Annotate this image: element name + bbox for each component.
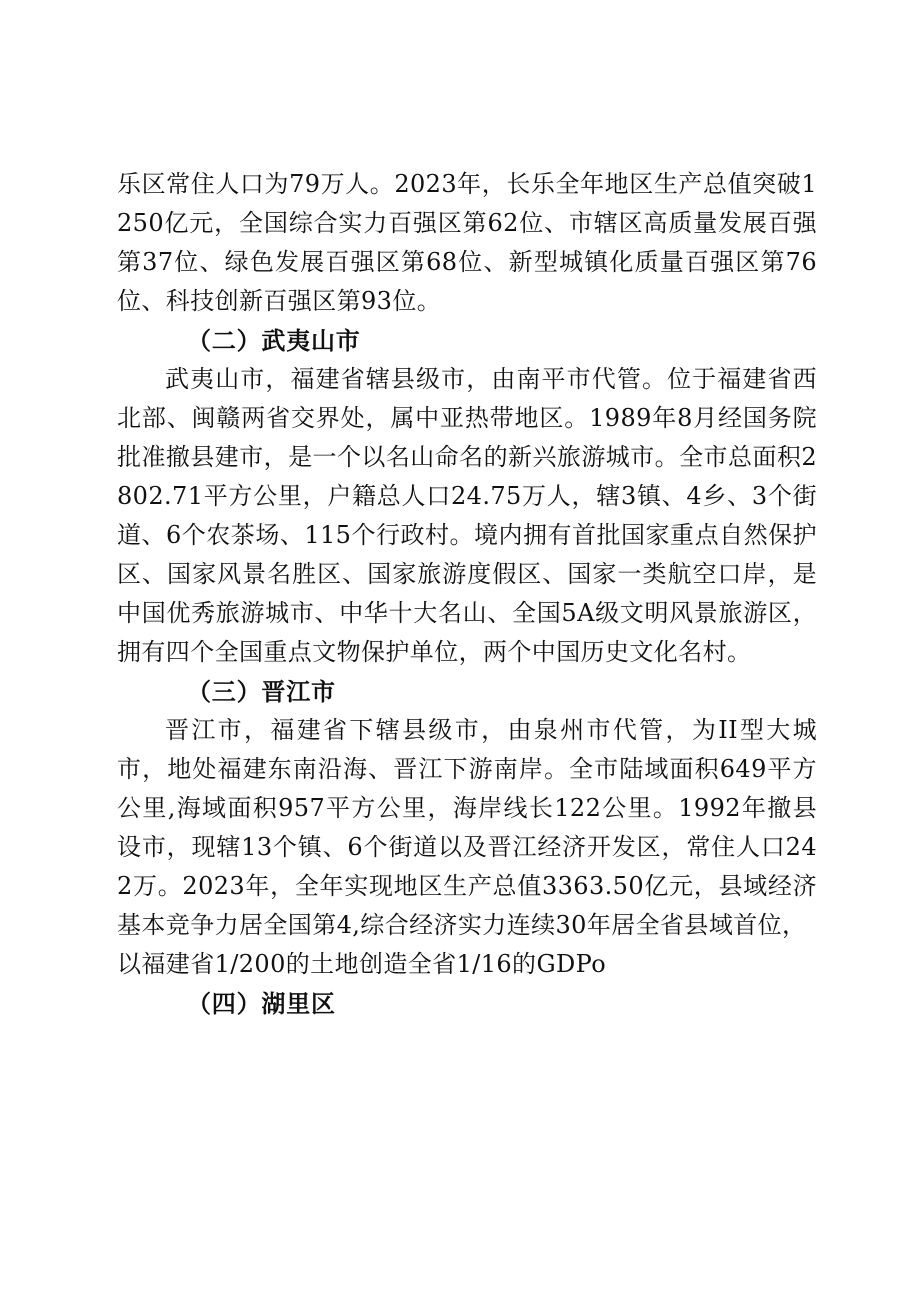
paragraph-wuyishan: 武夷山市，福建省辖县级市，由南平市代管。位于福建省西北部、闽赣两省交界处，属中亚热带地区。1989年8月经国务院批准撤县建市，是一个以名山命名的新兴旅游城市。全市总面积2802.71平方公里，户籍总人口24.75万人，辖3镇、4乡、3个街道、6个农茶场、115个行政村。境内拥有首批国家重点自然保护区、国家风景名胜区、国家旅游度假区、国家一类航空口岸，是中国优秀旅游城市、中华十大名山、全国5A级文明风景旅游区，拥有四个全国重点文物保护单位，两个中国历史文化名村。	[117, 365, 817, 666]
paragraph-changle-summary: 乐区常住人口为79万人。2023年，长乐全年地区生产总值突破1250亿元，全国综合实力百强区第62位、市辖区高质量发展百强第37位、绿色发展百强区第68位、新型城镇化质量百强区第76位、科技创新百强区第93位。	[117, 170, 817, 315]
section-heading-jinjiang: （三）晋江市	[187, 677, 336, 706]
section-heading-wuyishan: （二）武夷山市	[187, 326, 361, 355]
paragraph-jinjiang-gdp: 以福建省1/200的土地创造全省1/16的GDPo	[117, 950, 607, 978]
document-body	[117, 165, 817, 1023]
paragraph-jinjiang: 晋江市，福建省下辖县级市，由泉州市代管，为II型大城市，地处福建东南沿海、晋江下游南岸。全市陆域面积649平方公里,海域面积957平方公里，海岸线长122公里。1992年撤县设市，现辖13个镇、6个街道以及晋江经济开发区，常住人口242万。2023年，全年实现地区生产总值3363.50亿元，县域经济基本竞争力居全国第4,综合经济实力连续30年居全省县域首位，	[117, 716, 817, 939]
section-heading-huli: （四）湖里区	[187, 989, 336, 1018]
